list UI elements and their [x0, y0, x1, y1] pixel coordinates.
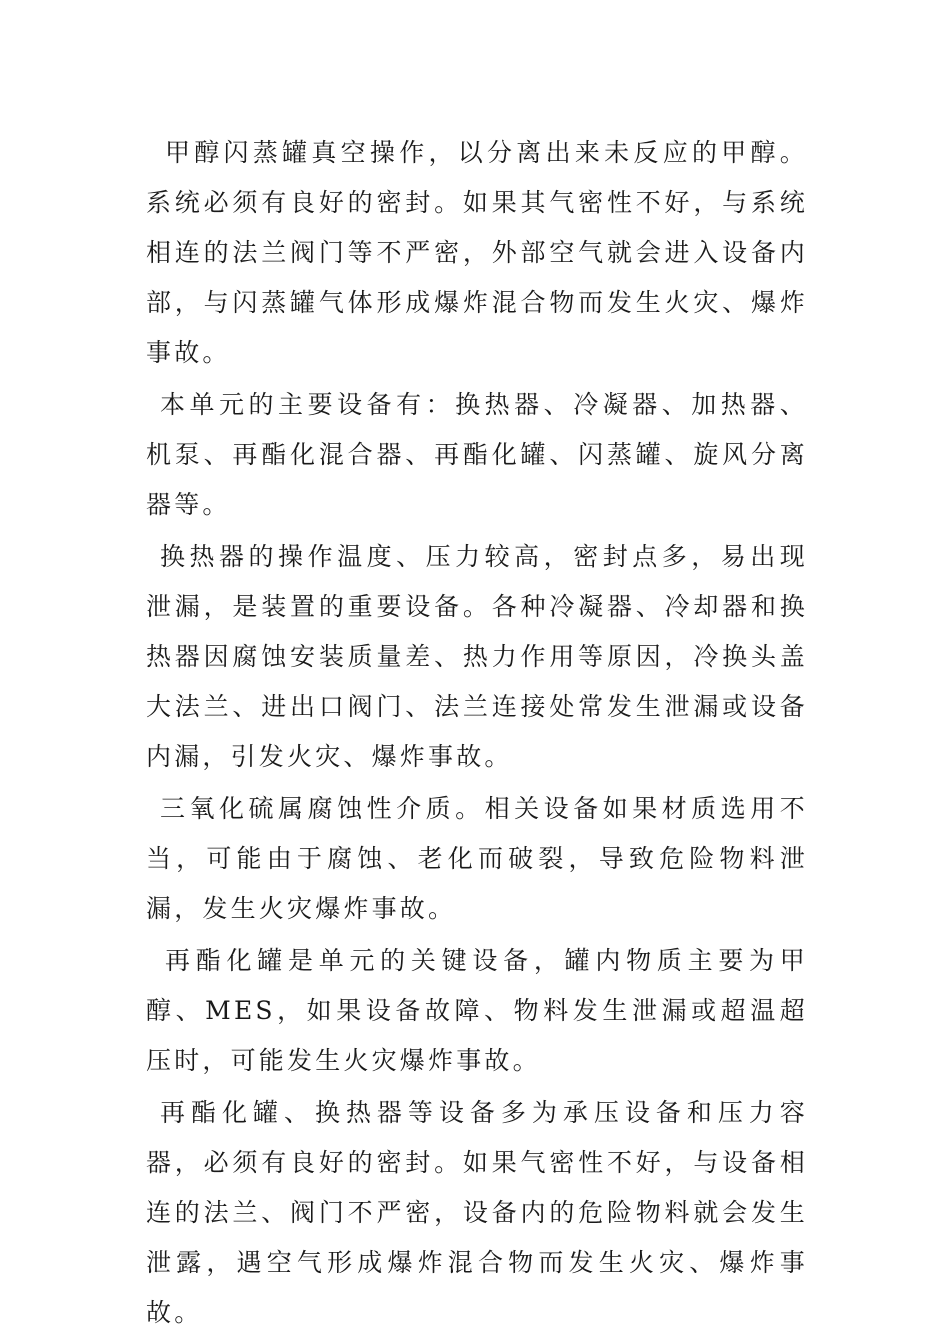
document-body — [146, 128, 808, 1340]
paragraph-heat-exchanger: 换热器的操作温度、压力较高，密封点多，易出现泄漏，是装置的重要设备。各种冷凝器、冷却器和换热器因腐蚀安装质量差、热力作用等原因，冷换头盖大法兰、进出口阀门、法兰连接处常发生泄漏或设备内漏，引发火灾、爆炸事故。 — [146, 542, 808, 771]
paragraph-sulfur-trioxide: 三氧化硫属腐蚀性介质。相关设备如果材质选用不当，可能由于腐蚀、老化而破裂，导致危险物料泄漏，发生火灾爆炸事故。 — [146, 794, 808, 923]
paragraph-main-equipment: 本单元的主要设备有：换热器、冷凝器、加热器、机泵、再酯化混合器、再酯化罐、闪蒸罐、旋风分离器等。 — [146, 390, 808, 519]
paragraph-pressure-vessels: 再酯化罐、换热器等设备多为承压设备和压力容器，必须有良好的密封。如果气密性不好，与设备相连的法兰、阀门不严密，设备内的危险物料就会发生泄露，遇空气形成爆炸混合物而发生火灾、爆炸事故。 — [146, 1098, 808, 1327]
paragraph-flash-tank: 甲醇闪蒸罐真空操作，以分离出来未反应的甲醇。系统必须有良好的密封。如果其气密性不好，与系统相连的法兰阀门等不严密，外部空气就会进入设备内部，与闪蒸罐气体形成爆炸混合物而发生火灾、爆炸事故。 — [146, 138, 808, 367]
paragraph-re-esterification-tank: 再酯化罐是单元的关键设备，罐内物质主要为甲醇、MES，如果设备故障、物料发生泄漏或超温超压时，可能发生火灾爆炸事故。 — [146, 946, 808, 1075]
